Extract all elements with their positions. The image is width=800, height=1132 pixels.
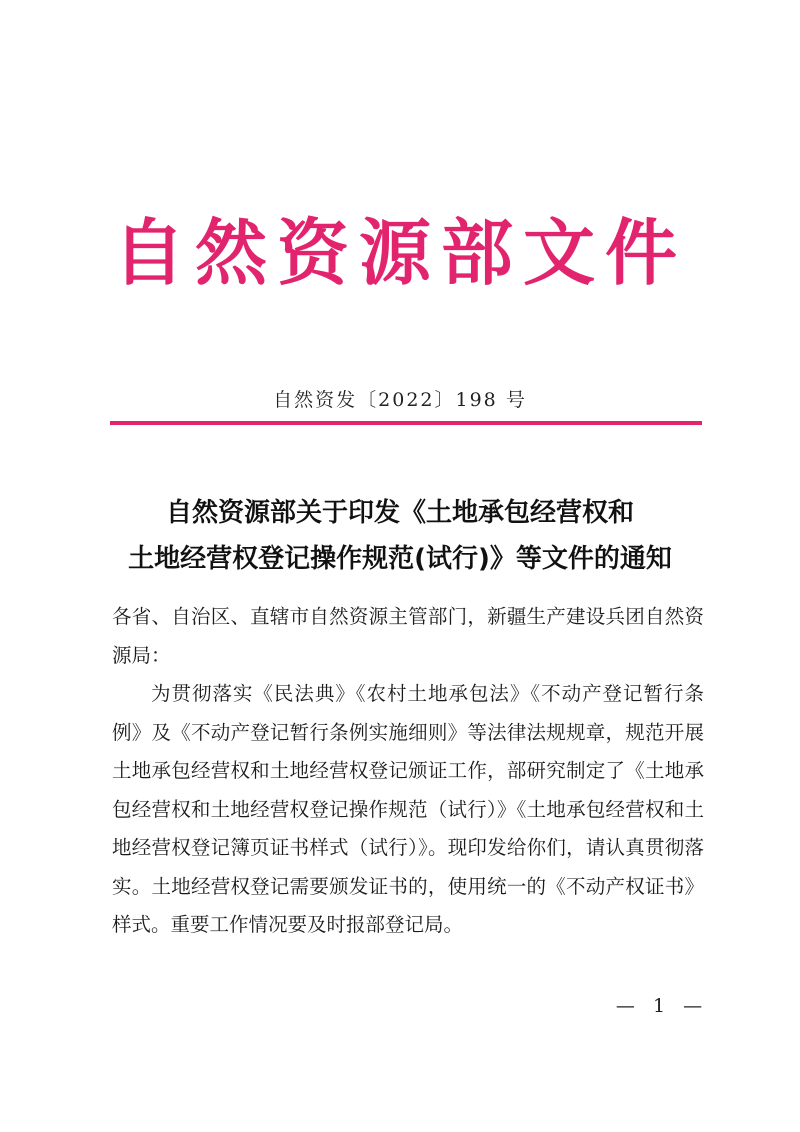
red-separator-line <box>110 421 702 425</box>
salutation: 各省、自治区、直辖市自然资源主管部门，新疆生产建设兵团自然资源局： <box>112 605 704 667</box>
document-masthead: 自然资源部文件 <box>112 211 687 295</box>
title-line-1: 自然资源部关于印发《土地承包经营权和 <box>165 498 634 528</box>
page-number: — 1 — <box>615 995 709 1017</box>
document-title <box>0 490 800 582</box>
document-number: 自然资发〔2022〕198 号 <box>273 389 527 411</box>
document-body <box>112 598 704 945</box>
body-paragraph: 为贯彻落实《民法典》《农村土地承包法》《不动产登记暂行条例》及《不动产登记暂行条例实施细则》等法律法规规章，规范开展土地承包经营权和土地经营权登记颁证工作，部研究制定了《土地承包经营权和土地经营权登记操作规范（试行）》《土地承包经营权和土地经营权登记簿页证书样式（试行）》。现印发给你们，请认真贯彻落实。土地经营权登记需要颁发证书的，使用统一的《不动产权证书》样式。重要工作情况要及时报部登记局。 <box>112 682 704 936</box>
title-line-2: 土地经营权登记操作规范(试行)》等文件的通知 <box>128 544 672 574</box>
